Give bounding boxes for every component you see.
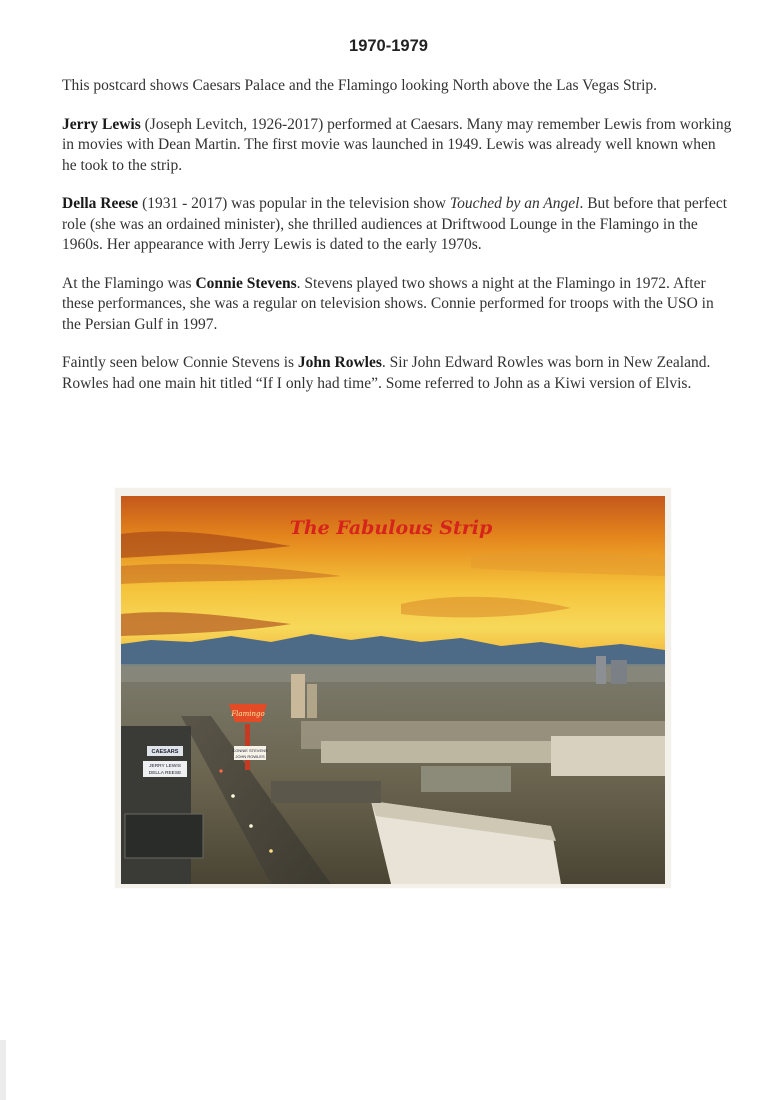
car-light <box>269 849 273 853</box>
postcard-image <box>115 488 671 888</box>
paragraph-john-rowles <box>62 353 734 394</box>
body-text <box>62 76 734 412</box>
distant-tower <box>596 656 606 684</box>
paragraph-connie-stevens-text-b: . Stevens played two shows a night at the Flamingo in 1972. After these performances, she was a regular on television shows. Connie performed for troops with the USO in the Persian Gulf in 1997. <box>62 274 714 333</box>
white-buildings <box>551 736 665 776</box>
page-title: 1970-1979 <box>349 37 428 55</box>
distant-hotel-tower <box>291 674 305 718</box>
name-connie-stevens: Connie Stevens <box>195 274 297 292</box>
las-vegas-strip-photo <box>121 496 665 884</box>
distant-tower <box>611 660 627 684</box>
flamingo-marquee-line-2: JOHN ROWLES <box>235 754 265 759</box>
car-light <box>231 794 235 798</box>
marquee-line-1: JERRY LEWIS <box>149 764 181 769</box>
name-john-rowles: John Rowles <box>297 354 382 371</box>
flamingo-marquee-line-1: CONNIE STEVENS <box>232 748 268 753</box>
parking-lot <box>271 781 381 803</box>
scan-edge-shadow <box>0 1040 6 1100</box>
paragraph-intro-text: This postcard shows Caesars Palace and the Flamingo looking North above the Las Vegas Strip. <box>62 77 658 94</box>
flamingo-sign-text: Flamingo <box>231 710 265 718</box>
distant-city <box>121 664 665 682</box>
car-light <box>249 824 253 828</box>
distant-hotel-tower <box>307 684 317 718</box>
paragraph-connie-stevens <box>62 274 734 336</box>
paragraph-della-reese-text-a: (1931 - 2017) was popular in the television show <box>138 195 450 212</box>
caesars-building <box>125 814 203 858</box>
marquee-line-2: DELLA REESE <box>148 771 182 776</box>
paragraph-john-rowles-text-a: Faintly seen below Connie Stevens is <box>62 354 298 371</box>
car-light <box>219 769 222 772</box>
postcard-caption: The Fabulous Strip <box>289 517 493 539</box>
paragraph-john-rowles-text-b: . Sir John Edward Rowles was born in New Zealand. Rowles had one main hit titled “If I only had time”. Some referred to John as a Kiwi version of Elvis. <box>62 354 711 392</box>
name-della-reese: Della Reese <box>62 195 139 212</box>
show-title: Touched by an Angel <box>449 195 580 212</box>
name-jerry-lewis: Jerry Lewis <box>62 115 141 133</box>
paragraph-jerry-lewis-text: (Joseph Levitch, 1926-2017) performed at Caesars. Many may remember Lewis from working in movies with Dean Martin. The first movie was launched in 1949. Lewis was already well known when he took to the strip. <box>62 115 732 174</box>
paragraph-della-reese <box>62 194 734 256</box>
paragraph-connie-stevens-text-a: At the Flamingo was <box>62 274 196 292</box>
hotel-wing <box>321 741 561 763</box>
paragraph-della-reese-text-b: . But before that perfect role (she was an ordained minister), she thrilled audiences at Driftwood Lounge in the Flamingo in the 1960s. Her appearance with Jerry Lewis is dated to the early 1970s. <box>62 195 728 253</box>
paragraph-intro <box>62 76 734 97</box>
hotel-block <box>421 766 511 792</box>
paragraph-jerry-lewis <box>62 115 734 177</box>
caesars-sign-text: CAESARS <box>151 749 179 755</box>
